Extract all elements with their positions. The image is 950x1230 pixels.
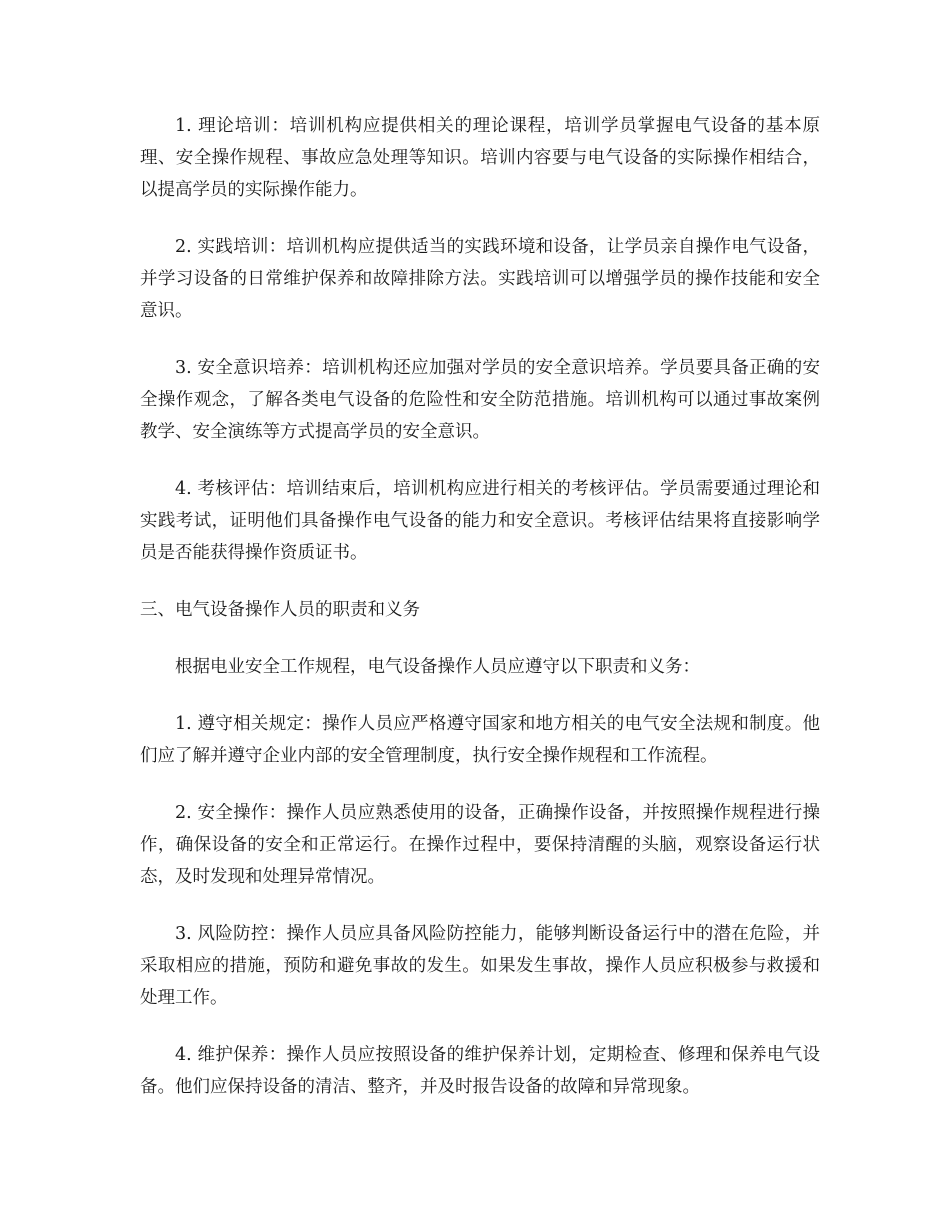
section-heading: 三、电气设备操作人员的职责和义务 [140,600,420,620]
training-paragraph-safety-awareness: 3. 安全意识培养：培训机构还应加强对学员的安全意识培养。学员要具备正确的安全操作观念，了解各类电气设备的危险性和安全防范措施。培训机构可以通过事故案例教学、安全演练等方式提高学员的安全意识。 [140,358,820,442]
section-intro: 根据电业安全工作规程，电气设备操作人员应遵守以下职责和义务： [175,657,700,677]
duty-paragraph-risk-control: 3. 风险防控：操作人员应具备风险防控能力，能够判断设备运行中的潜在危险，并采取相应的措施，预防和避免事故的发生。如果发生事故，操作人员应积极参与救援和处理工作。 [140,924,820,1008]
training-paragraph-assessment: 4. 考核评估：培训结束后，培训机构应进行相关的考核评估。学员需要通过理论和实践考试，证明他们具备操作电气设备的能力和安全意识。考核评估结果将直接影响学员是否能获得操作资质证书。 [140,479,820,563]
training-paragraph-practice: 2. 实践培训：培训机构应提供适当的实践环境和设备，让学员亲自操作电气设备，并学习设备的日常维护保养和故障排除方法。实践培训可以增强学员的操作技能和安全意识。 [140,237,820,321]
training-paragraph-theory: 1. 理论培训：培训机构应提供相关的理论课程，培训学员掌握电气设备的基本原理、安全操作规程、事故应急处理等知识。培训内容要与电气设备的实际操作相结合，以提高学员的实际操作能力。 [140,116,820,200]
document-page [140,110,820,1128]
duty-paragraph-safe-operation: 2. 安全操作：操作人员应熟悉使用的设备，正确操作设备，并按照操作规程进行操作，确保设备的安全和正常运行。在操作过程中，要保持清醒的头脑，观察设备运行状态，及时发现和处理异常情况。 [140,803,820,887]
duty-paragraph-regulations: 1. 遵守相关规定：操作人员应严格遵守国家和地方相关的电气安全法规和制度。他们应了解并遵守企业内部的安全管理制度，执行安全操作规程和工作流程。 [140,714,820,766]
duty-paragraph-maintenance: 4. 维护保养：操作人员应按照设备的维护保养计划，定期检查、修理和保养电气设备。他们应保持设备的清洁、整齐，并及时报告设备的故障和异常现象。 [140,1045,820,1097]
